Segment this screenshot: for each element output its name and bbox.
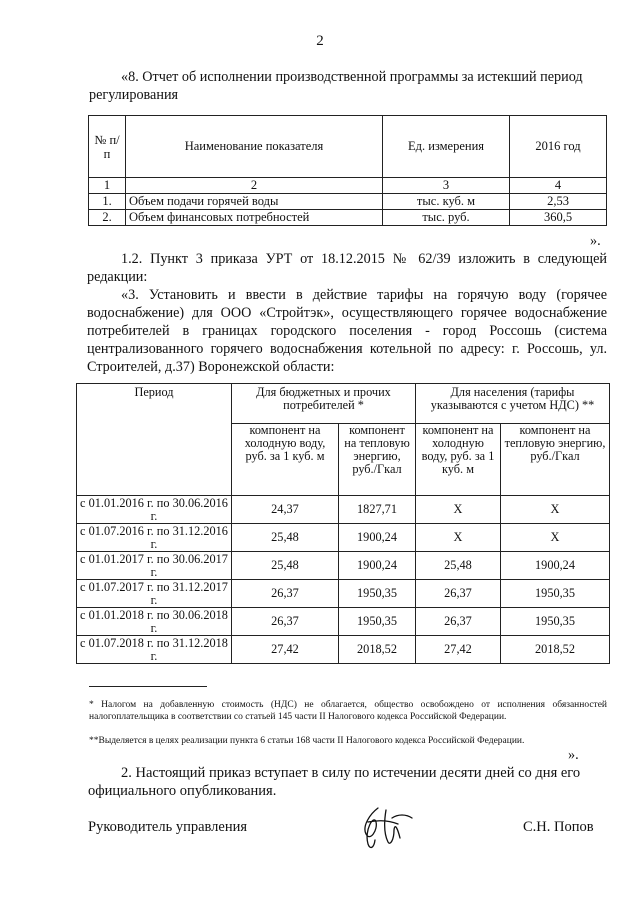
budget-heat-cell: 1827,71 bbox=[339, 496, 416, 524]
budget-cold-cell: 24,37 bbox=[232, 496, 339, 524]
footnote-2: **Выделяется в целях реализации пункта 6 статьи 168 части II Налогового кодекса Российской Федерации. bbox=[89, 736, 525, 746]
subheader-heat-energy: компонент на тепловую энергию, руб./Гкал bbox=[501, 424, 610, 496]
period-cell: с 01.01.2017 г. по 30.06.2017 г. bbox=[77, 552, 232, 580]
population-heat-cell: 1900,24 bbox=[501, 552, 610, 580]
numbering-cell: 1 bbox=[89, 178, 126, 194]
clause-2-line1: 2. Настоящий приказ вступает в силу по истечении десяти дней со дня его bbox=[121, 765, 581, 781]
table-row bbox=[89, 194, 607, 210]
budget-cold-cell: 27,42 bbox=[232, 636, 339, 664]
table-row bbox=[77, 552, 610, 580]
period-cell: с 01.01.2018 г. по 30.06.2018 г. bbox=[77, 608, 232, 636]
clause-3-text: «3. Установить и ввести в действие тарифы на горячую воду (горячее водоснабжение) для ООО «Стройтэк», осуществляющего горячее водоснабжение потребителей в границах городского поселения - город Россошь (система централизованного горячего водоснабжения котельной по адресу: г. Россошь, ул. Строителей, д.37) Воронежской области: bbox=[87, 287, 607, 375]
table-row bbox=[77, 496, 610, 524]
footnote-1: * Налогом на добавленную стоимость (НДС) не облагается, общество освобождено от исполнения обязанностей налогоплательщика в соответствии со статьей 145 части II Налогового кодекса Российской Федерации. bbox=[89, 700, 607, 722]
population-heat-cell: Х bbox=[501, 524, 610, 552]
row-value: 360,5 bbox=[510, 210, 607, 226]
population-cold-cell: Х bbox=[416, 524, 501, 552]
table-row bbox=[77, 524, 610, 552]
subheader-cold-water: компонент на холодную воду, руб. за 1 куб. м bbox=[232, 424, 339, 496]
population-heat-cell: 1950,35 bbox=[501, 608, 610, 636]
section8-title-line2: регулирования bbox=[89, 87, 179, 103]
signatory-position: Руководитель управления bbox=[88, 819, 248, 835]
subheader-heat-energy: компонент на тепловую энергию, руб./Гкал bbox=[339, 424, 416, 496]
report-table-numbering bbox=[89, 178, 607, 194]
budget-heat-cell: 1900,24 bbox=[339, 524, 416, 552]
budget-cold-cell: 26,37 bbox=[232, 608, 339, 636]
numbering-cell: 4 bbox=[510, 178, 607, 194]
budget-heat-cell: 1900,24 bbox=[339, 552, 416, 580]
footnote-closing: ». bbox=[568, 747, 579, 763]
period-cell: с 01.07.2018 г. по 31.12.2018 г. bbox=[77, 636, 232, 664]
budget-cold-cell: 25,48 bbox=[232, 524, 339, 552]
clause-2-line2: официального опубликования. bbox=[88, 783, 277, 799]
report-table-header bbox=[89, 116, 607, 178]
budget-cold-cell: 25,48 bbox=[232, 552, 339, 580]
numbering-cell: 3 bbox=[383, 178, 510, 194]
page-number: 2 bbox=[316, 33, 324, 49]
table-row bbox=[89, 210, 607, 226]
period-cell: с 01.01.2016 г. по 30.06.2016 г. bbox=[77, 496, 232, 524]
budget-heat-cell: 2018,52 bbox=[339, 636, 416, 664]
report-table bbox=[88, 115, 607, 226]
table-row bbox=[77, 608, 610, 636]
header-population: Для населения (тарифы указываются с учетом НДС) ** bbox=[416, 384, 610, 424]
numbering-cell: 2 bbox=[126, 178, 383, 194]
budget-heat-cell: 1950,35 bbox=[339, 608, 416, 636]
header-year: 2016 год bbox=[510, 116, 607, 178]
period-cell: с 01.07.2016 г. по 31.12.2016 г. bbox=[77, 524, 232, 552]
population-heat-cell: Х bbox=[501, 496, 610, 524]
budget-cold-cell: 26,37 bbox=[232, 580, 339, 608]
row-unit: тыс. куб. м bbox=[383, 194, 510, 210]
population-cold-cell: 26,37 bbox=[416, 608, 501, 636]
tariff-header-row bbox=[77, 384, 610, 424]
signatory-name: С.Н. Попов bbox=[523, 819, 594, 835]
population-cold-cell: 25,48 bbox=[416, 552, 501, 580]
header-period: Период bbox=[77, 384, 232, 496]
row-num: 2. bbox=[89, 210, 126, 226]
population-cold-cell: Х bbox=[416, 496, 501, 524]
header-unit: Ед. измерения bbox=[383, 116, 510, 178]
footnote-divider bbox=[89, 686, 207, 687]
clause-1-2: 1.2. Пункт 3 приказа УРТ от 18.12.2015 № 62/39 изложить в следующей редакции: bbox=[87, 251, 607, 285]
header-indicator: Наименование показателя bbox=[126, 116, 383, 178]
period-cell: с 01.07.2017 г. по 31.12.2017 г. bbox=[77, 580, 232, 608]
table-row bbox=[77, 580, 610, 608]
row-value: 2,53 bbox=[510, 194, 607, 210]
row-num: 1. bbox=[89, 194, 126, 210]
population-cold-cell: 27,42 bbox=[416, 636, 501, 664]
tariff-table bbox=[76, 383, 610, 664]
section8-title-line1: «8. Отчет об исполнении производственной программы за истекший период bbox=[121, 69, 583, 85]
signature-icon bbox=[348, 800, 418, 858]
budget-heat-cell: 1950,35 bbox=[339, 580, 416, 608]
population-cold-cell: 26,37 bbox=[416, 580, 501, 608]
row-indicator: Объем подачи горячей воды bbox=[126, 194, 383, 210]
population-heat-cell: 1950,35 bbox=[501, 580, 610, 608]
header-budget-consumers: Для бюджетных и прочих потребителей * bbox=[232, 384, 416, 424]
row-indicator: Объем финансовых потребностей bbox=[126, 210, 383, 226]
population-heat-cell: 2018,52 bbox=[501, 636, 610, 664]
row-unit: тыс. руб. bbox=[383, 210, 510, 226]
subheader-cold-water: компонент на холодную воду, руб. за 1 куб. м bbox=[416, 424, 501, 496]
section8-closing: ». bbox=[590, 233, 601, 249]
header-num: № п/п bbox=[89, 116, 126, 178]
table-row bbox=[77, 636, 610, 664]
